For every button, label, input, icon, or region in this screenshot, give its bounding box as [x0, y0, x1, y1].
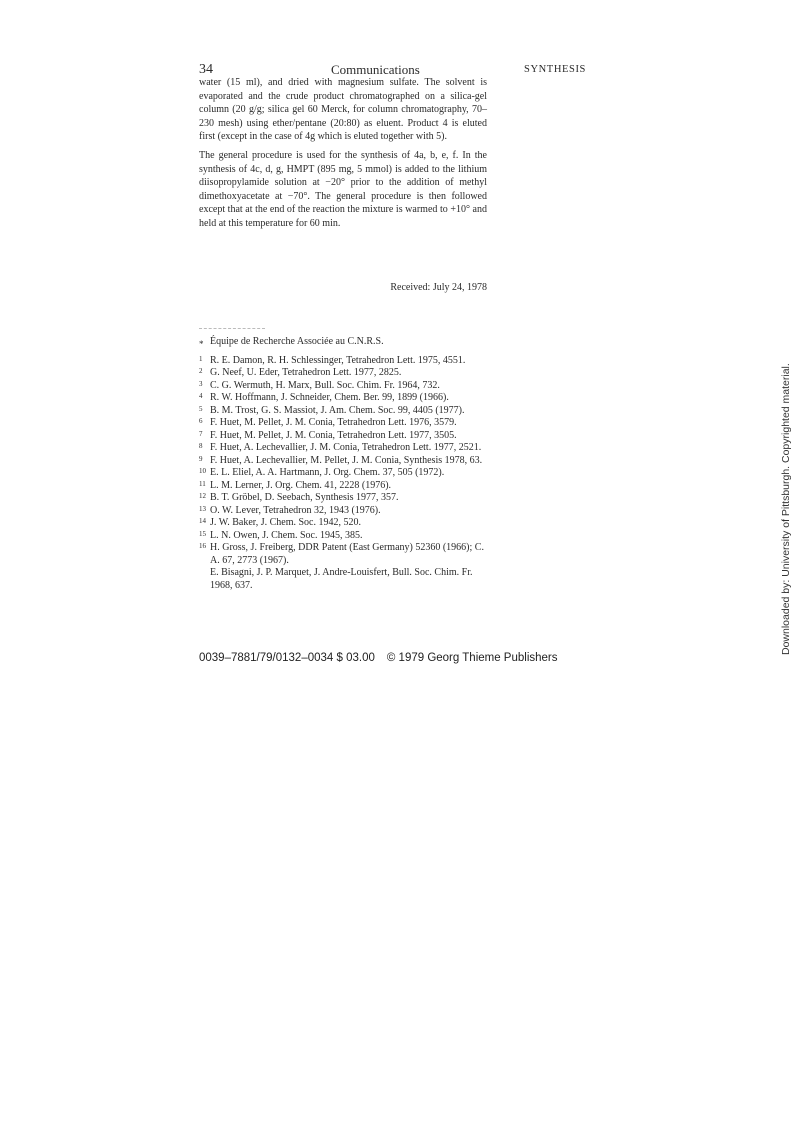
- reference-text: R. E. Damon, R. H. Schlessinger, Tetrahedron Lett. 1975, 4551.: [210, 354, 466, 366]
- reference-item: [199, 392, 489, 405]
- reference-item: [199, 480, 489, 493]
- reference-item: [199, 380, 489, 393]
- reference-number: 6: [199, 417, 203, 425]
- reference-item: [199, 367, 489, 380]
- reference-number: 15: [199, 529, 206, 538]
- paragraph-2: The general procedure is used for the synthesis of 4a, b, e, f. In the synthesis of 4c, d, g, HMPT (895 mg, 5 mmol) is added to the lithium diisopropylamide solution at −20° prior to the addition of methyl dimethoxyacetate at −70°. The general procedure is then followed except that at the end of the reaction the mixture is warmed to +10° and held at this temperature for 60 min.: [199, 149, 487, 229]
- reference-text: E. Bisagni, J. P. Marquet, J. Andre-Louisfert, Bull. Soc. Chim. Fr. 1968, 637.: [210, 567, 473, 591]
- reference-text: E. L. Eliel, A. A. Hartmann, J. Org. Chem. 37, 505 (1972).: [210, 467, 445, 478]
- reference-number: 2: [199, 367, 203, 375]
- reference-number: 5: [199, 404, 203, 413]
- reference-text: O. W. Lever, Tetrahedron 32, 1943 (1976).: [210, 504, 381, 516]
- reference-item: [199, 530, 489, 543]
- reference-item: [199, 492, 489, 505]
- reference-text: F. Huet, A. Lechevallier, M. Pellet, J. M. Conia, Synthesis 1978, 63.: [210, 454, 483, 466]
- reference-number: 13: [199, 504, 206, 513]
- reference-number: 12: [199, 492, 206, 500]
- received-date: Received: July 24, 1978: [390, 282, 487, 293]
- reference-number: 3: [199, 379, 203, 388]
- reference-text: R. W. Hoffmann, J. Schneider, Chem. Ber. 99, 1899 (1966).: [210, 392, 449, 403]
- reference-number: 14: [199, 517, 206, 525]
- reference-text: G. Neef, U. Eder, Tetrahedron Lett. 1977, 2825.: [210, 367, 402, 378]
- reference-text: F. Huet, M. Pellet, J. M. Conia, Tetrahedron Lett. 1976, 3579.: [210, 417, 457, 428]
- reference-text: B. M. Trost, G. S. Massiot, J. Am. Chem. Soc. 99, 4405 (1977).: [210, 404, 465, 416]
- reference-item: [199, 542, 489, 567]
- page-number: 34: [199, 62, 213, 77]
- reference-item: [199, 455, 489, 468]
- reference-text: F. Huet, A. Lechevallier, J. M. Conia, Tetrahedron Lett. 1977, 2521.: [210, 442, 482, 453]
- reference-item: [199, 505, 489, 518]
- reference-text: C. G. Wermuth, H. Marx, Bull. Soc. Chim. Fr. 1964, 732.: [210, 379, 440, 391]
- reference-number: 1: [199, 354, 203, 363]
- reference-text: L. M. Lerner, J. Org. Chem. 41, 2228 (1976).: [210, 479, 392, 491]
- reference-item: [199, 442, 489, 455]
- reference-number: 4: [199, 392, 203, 400]
- copyright-notice: © 1979 Georg Thieme Publishers: [386, 652, 558, 664]
- reference-number: 7: [199, 429, 203, 438]
- reference-item: [199, 517, 489, 530]
- download-watermark: Downloaded by: University of Pittsburgh. Copyrighted material.: [780, 363, 792, 655]
- reference-text: B. T. Gröbel, D. Seebach, Synthesis 1977, 357.: [210, 492, 399, 503]
- reference-item: [199, 336, 489, 349]
- reference-text: J. W. Baker, J. Chem. Soc. 1942, 520.: [210, 517, 361, 528]
- section-title: Communications: [331, 62, 420, 77]
- reference-number: 8: [199, 442, 203, 450]
- body-text: [199, 76, 487, 236]
- reference-item: [199, 567, 489, 592]
- reference-item: [199, 417, 489, 430]
- reference-number: 10: [199, 467, 206, 475]
- reference-text: H. Gross, J. Freiberg, DDR Patent (East Germany) 52360 (1966); C. A. 67, 2773 (1967).: [210, 542, 484, 566]
- reference-item: [199, 467, 489, 480]
- footnote-divider: [199, 328, 265, 329]
- paragraph-1: water (15 ml), and dried with magnesium sulfate. The solvent is evaporated and the crude product chromatographed on a silica-gel column (20 g/g; silica gel 60 Merck, for column chromatography, 70–230 mesh) using ether/pentane (20:80) as eluent. Product 4 is eluted first (except in the case of 4g which is eluted together with 5).: [199, 77, 487, 143]
- reference-number: *: [199, 339, 204, 349]
- page-footer: [199, 652, 558, 664]
- journal-name: SYNTHESIS: [524, 64, 586, 75]
- reference-item: [199, 430, 489, 443]
- reference-text: Équipe de Recherche Associée au C.N.R.S.: [210, 336, 384, 347]
- issn-code: 0039–7881/79/0132–0034 $ 03.00: [199, 652, 375, 664]
- reference-number: 16: [199, 542, 206, 550]
- reference-item: [199, 405, 489, 418]
- reference-text: F. Huet, M. Pellet, J. M. Conia, Tetrahedron Lett. 1977, 3505.: [210, 429, 457, 441]
- reference-text: L. N. Owen, J. Chem. Soc. 1945, 385.: [210, 529, 363, 541]
- reference-item: [199, 355, 489, 368]
- reference-number: 9: [199, 454, 203, 463]
- reference-number: 11: [199, 479, 206, 488]
- reference-list: [199, 336, 489, 592]
